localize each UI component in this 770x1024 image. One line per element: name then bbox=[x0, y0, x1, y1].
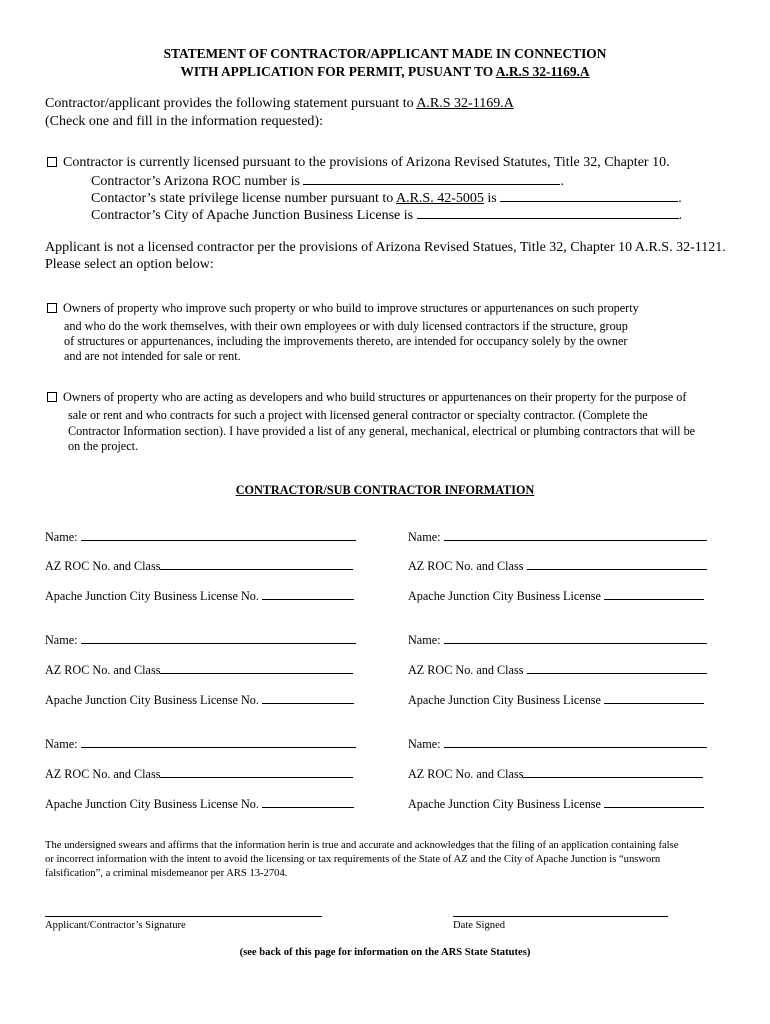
applicant-signature-field[interactable] bbox=[45, 916, 322, 917]
name-label: Name: bbox=[408, 633, 441, 647]
contractor-2-name-row bbox=[408, 529, 707, 545]
name-label: Name: bbox=[408, 530, 441, 544]
unlicensed-line1: Applicant is not a licensed contractor per the provisions of Arizona Revised Statues, Title 32, Chapter 10 A.R.S. 32-1121. bbox=[45, 240, 726, 255]
contractor-4-roc-field[interactable] bbox=[527, 662, 707, 674]
roc-number-row bbox=[91, 173, 564, 190]
form-title-line2 bbox=[0, 64, 770, 80]
name-label: Name: bbox=[45, 633, 78, 647]
privilege-statute-link[interactable]: A.R.S. 42-5005 bbox=[395, 191, 484, 206]
contractor-3-name-field[interactable] bbox=[81, 632, 356, 644]
contractor-4-name-field[interactable] bbox=[444, 632, 707, 644]
intro-line2: (Check one and fill in the information requested): bbox=[45, 114, 323, 129]
contractor-4-license-field[interactable] bbox=[604, 692, 704, 704]
contractor-5-roc-row bbox=[45, 766, 353, 782]
owner-builder-option bbox=[47, 301, 639, 316]
contractor-6-roc-field[interactable] bbox=[523, 766, 703, 778]
contractor-2-license-field[interactable] bbox=[604, 588, 704, 600]
licensed-checkbox-label: Contractor is currently licensed pursuant to the provisions of Arizona Revised Statutes, Title 32, Chapter 10. bbox=[63, 155, 670, 170]
license-label: Apache Junction City Business License bbox=[408, 589, 601, 603]
affirmation-line2: or incorrect information with the intent to avoid the licensing or tax requirements of the State of AZ and the City of Apache Junction is “unsworn bbox=[45, 854, 661, 865]
title-statute-link[interactable]: A.R.S 32-1169.A bbox=[495, 64, 590, 79]
contractor-info-heading: CONTRACTOR/SUB CONTRACTOR INFORMATION bbox=[235, 483, 535, 497]
period: . bbox=[678, 208, 683, 223]
owner-builder-line3: of structures or appurtenances, including the improvements thereto, are intended for occupancy solely by the owner bbox=[64, 334, 628, 348]
license-label: Apache Junction City Business License bbox=[408, 797, 601, 811]
contractor-3-license-row bbox=[45, 692, 354, 708]
contractor-5-name-row bbox=[45, 736, 356, 752]
contractor-2-license-row bbox=[408, 588, 704, 604]
owner-builder-text: Owners of property who improve such property or who build to improve structures or appurtenances on such property bbox=[63, 301, 639, 315]
privilege-license-row bbox=[91, 190, 682, 207]
unlicensed-line2: Please select an option below: bbox=[45, 257, 214, 272]
roc-label: AZ ROC No. and Class bbox=[45, 663, 161, 677]
intro-statute-link[interactable]: A.R.S 32-1169.A bbox=[416, 96, 514, 111]
contractor-1-name-row bbox=[45, 529, 356, 545]
roc-number-field[interactable] bbox=[303, 173, 560, 185]
owner-builder-line4: and are not intended for sale or rent. bbox=[64, 349, 241, 363]
contractor-5-roc-field[interactable] bbox=[160, 766, 353, 778]
intro-text: Contractor/applicant provides the following statement pursuant to bbox=[45, 96, 417, 111]
contractor-2-roc-field[interactable] bbox=[527, 558, 707, 570]
contractor-4-roc-row bbox=[408, 662, 707, 678]
contractor-2-roc-row bbox=[408, 558, 707, 574]
date-signed-label: Date Signed bbox=[453, 920, 506, 931]
roc-label: AZ ROC No. and Class bbox=[408, 663, 524, 677]
contractor-6-roc-row bbox=[408, 766, 703, 782]
contractor-2-name-field[interactable] bbox=[444, 529, 707, 541]
license-label: Apache Junction City Business License No. bbox=[45, 589, 259, 603]
owner-developer-line2: sale or rent and who contracts for such a project with licensed general contractor or specialty contractor. (Complete the bbox=[68, 408, 648, 422]
owner-developer-text: Owners of property who are acting as developers and who build structures or appurtenances on their property for the purpose of bbox=[63, 390, 687, 404]
privilege-license-suffix: is bbox=[483, 191, 497, 206]
contractor-1-license-row bbox=[45, 588, 354, 604]
roc-label: AZ ROC No. and Class bbox=[408, 767, 524, 781]
owner-developer-checkbox[interactable] bbox=[47, 392, 57, 402]
roc-label: AZ ROC No. and Class bbox=[45, 559, 161, 573]
applicant-signature-label: Applicant/Contractor’s Signature bbox=[45, 920, 186, 931]
contractor-1-name-field[interactable] bbox=[81, 529, 356, 541]
contractor-1-roc-row bbox=[45, 558, 353, 574]
intro-line1 bbox=[45, 96, 514, 112]
contractor-5-license-row bbox=[45, 796, 354, 812]
form-title-line1: STATEMENT OF CONTRACTOR/APPLICANT MADE IN CONNECTION bbox=[163, 46, 607, 61]
license-label: Apache Junction City Business License No. bbox=[45, 797, 259, 811]
roc-label: AZ ROC No. and Class bbox=[45, 767, 161, 781]
name-label: Name: bbox=[408, 737, 441, 751]
owner-builder-checkbox[interactable] bbox=[47, 303, 57, 313]
roc-number-label: Contractor’s Arizona ROC number is bbox=[91, 174, 300, 189]
contractor-3-roc-field[interactable] bbox=[160, 662, 353, 674]
contractor-4-name-row bbox=[408, 632, 707, 648]
period: . bbox=[560, 174, 564, 189]
title-text: WITH APPLICATION FOR PERMIT, PUSUANT TO bbox=[180, 64, 496, 79]
contractor-1-roc-field[interactable] bbox=[160, 558, 353, 570]
licensed-option bbox=[47, 155, 670, 171]
date-signed-field[interactable] bbox=[453, 916, 668, 917]
owner-developer-option bbox=[47, 390, 686, 405]
owner-developer-line3: Contractor Information section). I have provided a list of any general, mechanical, electrical or plumbing contractors that will be bbox=[68, 424, 696, 438]
owner-builder-line2: and who do the work themselves, with their own employees or with duly licensed contractors if the structure, group bbox=[64, 319, 628, 333]
footer-note: (see back of this page for information on the ARS State Statutes) bbox=[239, 947, 531, 958]
license-label: Apache Junction City Business License bbox=[408, 693, 601, 707]
owner-developer-line4: on the project. bbox=[68, 439, 139, 453]
licensed-checkbox[interactable] bbox=[47, 157, 57, 167]
roc-label: AZ ROC No. and Class bbox=[408, 559, 524, 573]
contractor-5-license-field[interactable] bbox=[262, 796, 354, 808]
name-label: Name: bbox=[45, 530, 78, 544]
contractor-6-license-row bbox=[408, 796, 704, 812]
contractor-3-roc-row bbox=[45, 662, 353, 678]
contractor-6-name-field[interactable] bbox=[444, 736, 707, 748]
contractor-3-name-row bbox=[45, 632, 356, 648]
city-license-field[interactable] bbox=[417, 207, 679, 219]
contractor-5-name-field[interactable] bbox=[81, 736, 356, 748]
city-license-label: Contractor’s City of Apache Junction Business License is bbox=[91, 208, 414, 223]
privilege-license-label: Contactor’s state privilege license number pursuant to bbox=[91, 191, 396, 206]
privilege-license-field[interactable] bbox=[500, 190, 678, 202]
contractor-1-license-field[interactable] bbox=[262, 588, 354, 600]
license-label: Apache Junction City Business License No. bbox=[45, 693, 259, 707]
contractor-3-license-field[interactable] bbox=[262, 692, 354, 704]
affirmation-line3: falsification”, a criminal misdemeanor per ARS 13-2704. bbox=[45, 868, 288, 879]
contractor-6-license-field[interactable] bbox=[604, 796, 704, 808]
period: . bbox=[678, 191, 682, 206]
contractor-4-license-row bbox=[408, 692, 704, 708]
affirmation-line1: The undersigned swears and affirms that the information herin is true and accurate and acknowledges that the filing of an application containing false bbox=[45, 840, 679, 851]
city-license-row bbox=[91, 207, 682, 224]
contractor-6-name-row bbox=[408, 736, 707, 752]
name-label: Name: bbox=[45, 737, 78, 751]
